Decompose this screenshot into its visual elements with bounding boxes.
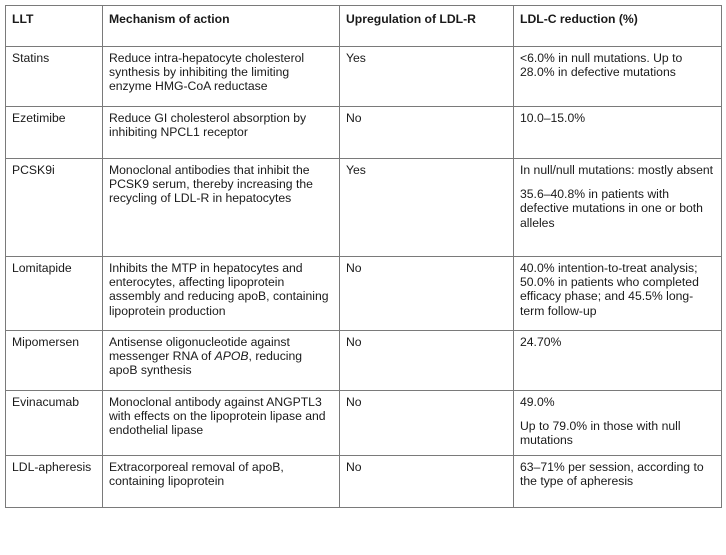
cell-reduction: 63–71% per session, according to the type of apheresis — [514, 456, 722, 508]
cell-upregulation: Yes — [340, 159, 514, 257]
table-row — [6, 47, 722, 107]
cell-mechanism: Reduce intra-hepatocyte cholesterol synthesis by inhibiting the limiting enzyme HMG-CoA reductase — [103, 47, 340, 107]
cell-llt: Ezetimibe — [6, 107, 103, 159]
cell-reduction: 40.0% intention-to-treat analysis; 50.0% in patients who completed efficacy phase; and 45.5% long-term follow-up — [514, 257, 722, 331]
cell-reduction: 49.0% Up to 79.0% in those with null mutations — [514, 391, 722, 456]
cell-upregulation: No — [340, 257, 514, 331]
table-row — [6, 257, 722, 331]
header-mechanism: Mechanism of action — [103, 6, 340, 47]
cell-upregulation: No — [340, 107, 514, 159]
cell-mechanism: Inhibits the MTP in hepatocytes and enterocytes, affecting lipoprotein assembly and reducing apoB, containing lipoprotein production — [103, 257, 340, 331]
table-row — [6, 391, 722, 456]
cell-llt: Evinacumab — [6, 391, 103, 456]
table-row — [6, 456, 722, 508]
cell-mechanism: Monoclonal antibody against ANGPTL3 with effects on the lipoprotein lipase and endothelial lipase — [103, 391, 340, 456]
cell-reduction: In null/null mutations: mostly absent 35.6–40.8% in patients with defective mutations in one or both alleles — [514, 159, 722, 257]
cell-reduction: 24.70% — [514, 331, 722, 391]
cell-mechanism: Extracorporeal removal of apoB, containing lipoprotein — [103, 456, 340, 508]
cell-mechanism: Antisense oligonucleotide against messenger RNA of APOB, reducing apoB synthesis — [103, 331, 340, 391]
table-row — [6, 159, 722, 257]
cell-llt: PCSK9i — [6, 159, 103, 257]
cell-mechanism: Reduce GI cholesterol absorption by inhibiting NPCL1 receptor — [103, 107, 340, 159]
table-row — [6, 331, 722, 391]
cell-mechanism: Monoclonal antibodies that inhibit the PCSK9 serum, thereby increasing the recycling of LDL-R in hepatocytes — [103, 159, 340, 257]
header-upregulation: Upregulation of LDL-R — [340, 6, 514, 47]
header-row — [6, 6, 722, 47]
cell-upregulation: Yes — [340, 47, 514, 107]
cell-reduction: <6.0% in null mutations. Up to 28.0% in defective mutations — [514, 47, 722, 107]
header-llt: LLT — [6, 6, 103, 47]
cell-llt: LDL-apheresis — [6, 456, 103, 508]
cell-llt: Lomitapide — [6, 257, 103, 331]
cell-upregulation: No — [340, 331, 514, 391]
header-reduction: LDL-C reduction (%) — [514, 6, 722, 47]
cell-llt: Statins — [6, 47, 103, 107]
cell-upregulation: No — [340, 456, 514, 508]
cell-upregulation: No — [340, 391, 514, 456]
cell-llt: Mipomersen — [6, 331, 103, 391]
cell-reduction: 10.0–15.0% — [514, 107, 722, 159]
table-row — [6, 107, 722, 159]
llt-table — [5, 5, 722, 508]
